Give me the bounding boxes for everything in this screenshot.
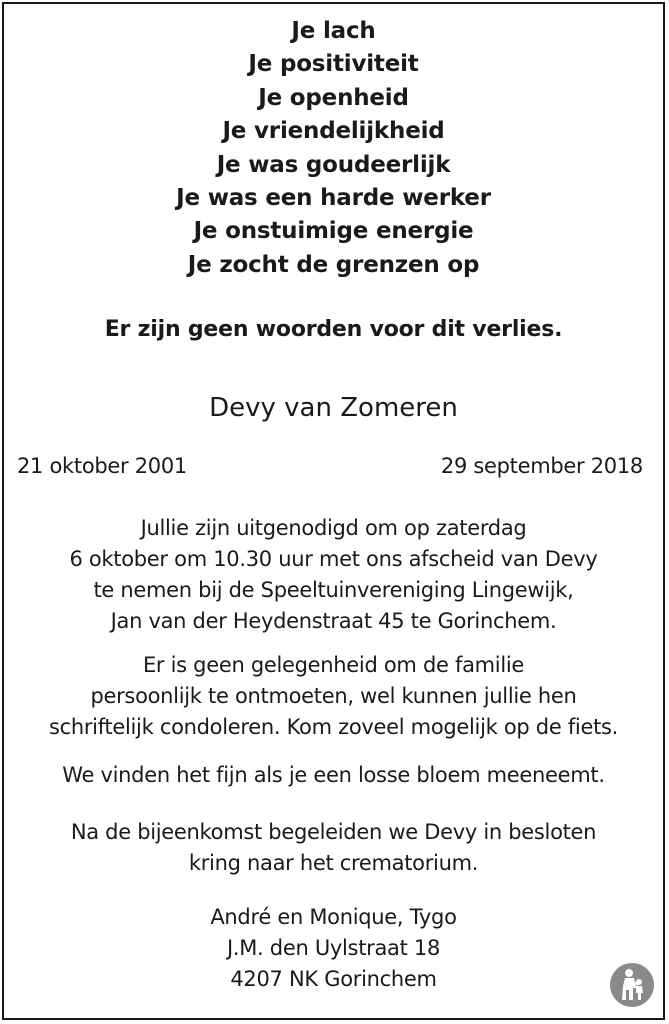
poem-line: Je was een harde werker xyxy=(176,185,491,211)
poem-line: Je openheid xyxy=(258,85,409,111)
condolence-line: Er is geen gelegenheid om de familie xyxy=(142,653,525,677)
invitation-line: 6 oktober om 10.30 uur met ons afscheid van Devy xyxy=(69,547,598,571)
invitation-line: te nemen bij de Speeltuinvereniging Lingewijk, xyxy=(93,578,574,602)
address-line: André en Monique, Tygo xyxy=(210,905,457,929)
condolence-line: persoonlijk te ontmoeten, wel kunnen jullie hen xyxy=(90,684,577,708)
flower-request: We vinden het fijn als je een losse bloem meeneemt. xyxy=(62,763,605,787)
deceased-name: Devy van Zomeren xyxy=(209,393,458,423)
address-line: 4207 NK Gorinchem xyxy=(230,967,437,991)
condolence-line: schriftelijk condoleren. Kom zoveel mogelijk op de fiets. xyxy=(48,715,619,739)
memorial-figure-icon xyxy=(609,962,655,1008)
poem-line: Je zocht de grenzen op xyxy=(187,252,480,278)
poem-line: Je was goudeerlijk xyxy=(216,152,451,178)
obituary-card xyxy=(2,2,665,1020)
poem-line: Je lach xyxy=(291,18,376,44)
address-line: J.M. den Uylstraat 18 xyxy=(226,936,441,960)
birth-date: 21 oktober 2001 xyxy=(17,454,187,478)
poem-line: Je positiviteit xyxy=(248,51,419,77)
death-date: 29 september 2018 xyxy=(440,454,643,478)
poem-line: Je vriendelijkheid xyxy=(222,118,445,144)
invitation-line: Jullie zijn uitgenodigd om op zaterdag xyxy=(140,516,527,540)
cremation-line: Na de bijeenkomst begeleiden we Devy in besloten xyxy=(70,820,597,844)
invitation-line: Jan van der Heydenstraat 45 te Gorinchem. xyxy=(110,609,557,633)
cremation-line: kring naar het crematorium. xyxy=(188,851,479,875)
poem-line: Je onstuimige energie xyxy=(193,218,474,244)
lead-sentence: Er zijn geen woorden voor dit verlies. xyxy=(104,317,563,342)
